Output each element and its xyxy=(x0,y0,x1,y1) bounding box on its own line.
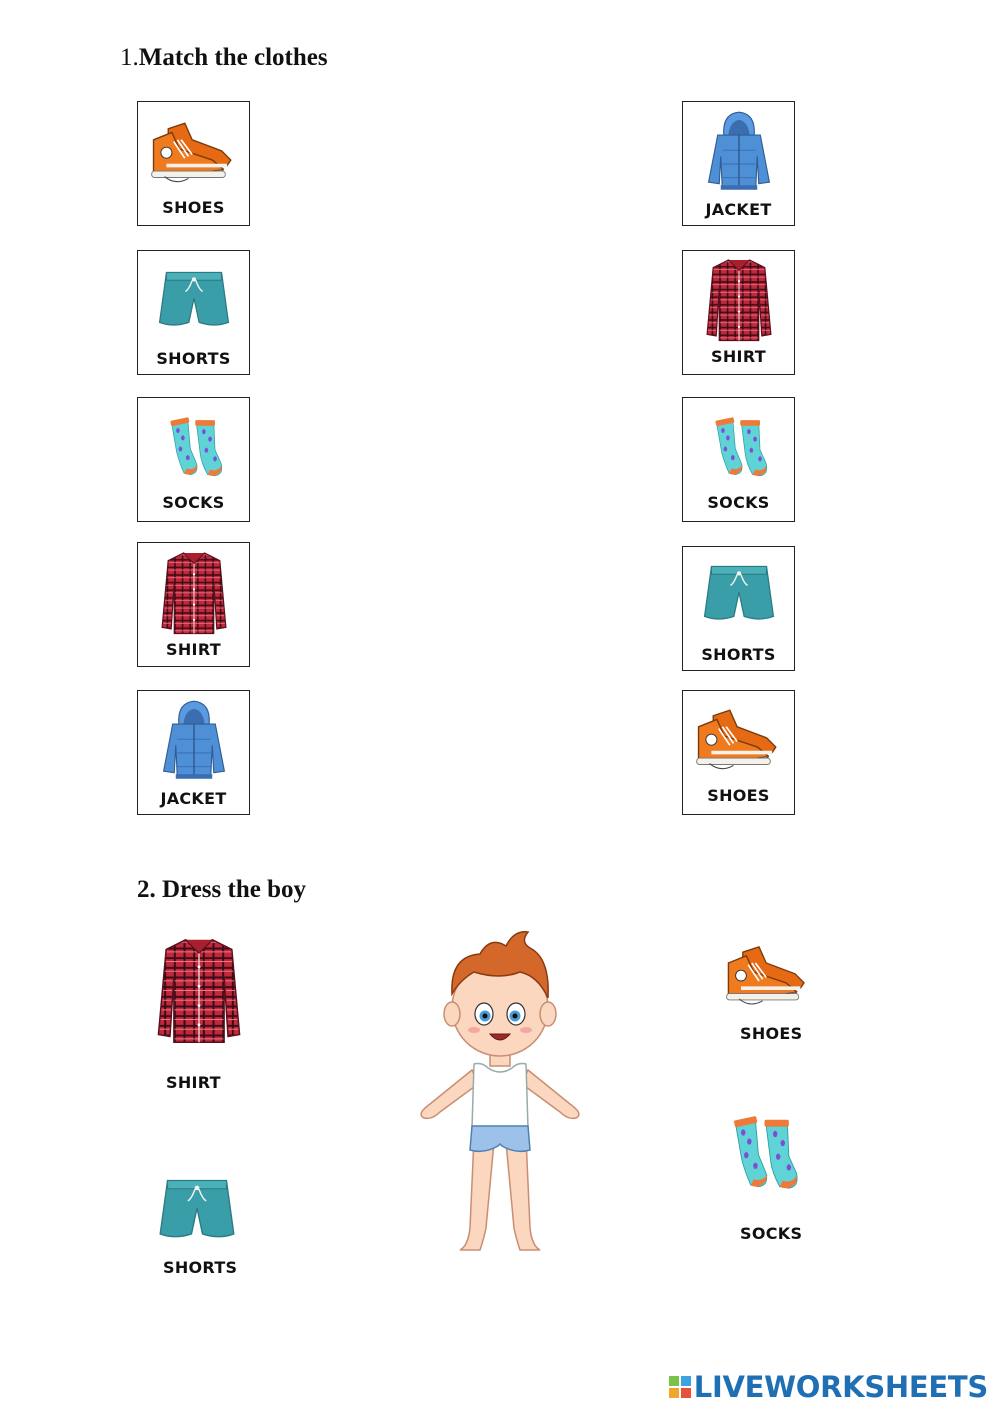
logo-blocks-icon xyxy=(669,1376,691,1398)
shoes-icon[interactable] xyxy=(720,936,816,1008)
section2-heading: 2. Dress the boy xyxy=(137,876,306,903)
right-card-label: SHIRT xyxy=(711,347,766,366)
left-card-label: SOCKS xyxy=(162,493,225,512)
left-card-label: JACKET xyxy=(160,789,227,808)
logo-text: LIVEWORKSHEETS xyxy=(693,1370,988,1404)
right-card-label: SHOES xyxy=(707,786,770,805)
section1-title: Match the clothes xyxy=(138,44,328,71)
shoes-icon xyxy=(148,112,240,186)
left-card-shirt[interactable] xyxy=(137,542,250,667)
left-card-jacket[interactable] xyxy=(137,690,250,815)
shirt-icon xyxy=(156,548,232,640)
shirt-icon[interactable] xyxy=(149,934,249,1050)
left-card-shoes[interactable] xyxy=(137,101,250,226)
item-label-shoes: SHOES xyxy=(740,1024,803,1043)
left-card-label: SHIRT xyxy=(166,640,221,659)
right-card-label: JACKET xyxy=(705,200,772,219)
liveworksheets-logo xyxy=(669,1370,988,1404)
shirt-icon xyxy=(701,255,777,347)
shorts-icon xyxy=(696,559,782,629)
right-card-socks[interactable] xyxy=(682,397,795,522)
left-card-label: SHOES xyxy=(162,198,225,217)
right-card-label: SHORTS xyxy=(701,645,776,664)
item-label-shorts: SHORTS xyxy=(163,1258,238,1277)
shorts-icon xyxy=(151,265,237,335)
socks-icon xyxy=(162,414,226,482)
left-card-label: SHORTS xyxy=(156,349,231,368)
section1-number: 1. xyxy=(120,44,139,71)
left-card-shorts[interactable] xyxy=(137,250,250,375)
right-card-shoes[interactable] xyxy=(682,690,795,815)
item-label-shirt: SHIRT xyxy=(166,1073,221,1092)
jacket-icon xyxy=(701,108,777,194)
shorts-icon[interactable] xyxy=(151,1172,243,1248)
right-card-shorts[interactable] xyxy=(682,546,795,671)
jacket-icon xyxy=(156,697,232,783)
boy-figure xyxy=(410,928,590,1258)
right-card-shirt[interactable] xyxy=(682,250,795,375)
left-card-socks[interactable] xyxy=(137,397,250,522)
shoes-icon xyxy=(693,699,785,773)
right-card-label: SOCKS xyxy=(707,493,770,512)
socks-icon xyxy=(707,414,771,482)
section1-heading xyxy=(120,44,328,72)
right-card-jacket[interactable] xyxy=(682,101,795,226)
item-label-socks: SOCKS xyxy=(740,1224,803,1243)
socks-icon[interactable] xyxy=(725,1112,801,1196)
